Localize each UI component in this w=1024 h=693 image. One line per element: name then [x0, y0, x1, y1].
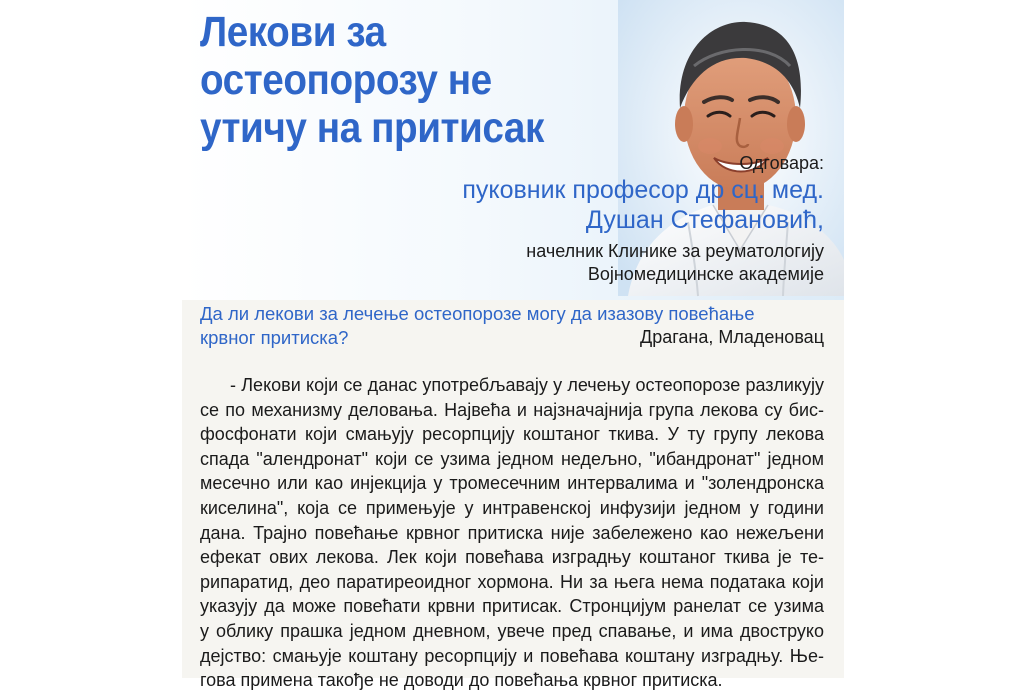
answer-line: ефекат ових лекова. Лек који повећава изградњу коштаног ткива је те- — [200, 547, 824, 568]
answer-line: месечно или као инјекција у тромесечним интервалима и "золендронска — [200, 473, 824, 494]
answer-line: фосфонати који смањују ресорпцију коштаног ткива. У ту групу лекова — [200, 424, 824, 445]
expert-name-line: Душан Стефановић, — [585, 206, 824, 234]
answer-line: дана. Трајно повећање крвног притиска није забележено као нежељени — [200, 522, 824, 543]
expert-position-line: Војномедицинске академије — [587, 264, 824, 284]
answer-line: рипаратид, део паратиреоидног хормона. Ни за њега нема података који — [200, 571, 824, 592]
answer-line: гова примена такође не доводи до повећања крвног притиска. — [200, 670, 723, 691]
answer-line: - Лекови који се данас употребљавају у лечењу остеопорозе разликују — [230, 375, 824, 395]
question-line: крвног притиска? — [200, 327, 349, 348]
answer-line: указују да може повећати крвни притисак. Стронцијум ранелат се узима — [200, 596, 824, 617]
expert-position — [384, 240, 824, 286]
question-author: Драгана, Младеновац — [640, 327, 824, 347]
expert-name-line: пуковник професор др сц. мед. — [462, 176, 824, 204]
question-line: Да ли лекови за лечење остеопорозе могу да изазову повећање — [200, 303, 755, 324]
answer-line: дејство: смањује коштану ресорпцију и повећава коштану изградњу. Ње- — [200, 645, 824, 666]
expert-name — [384, 175, 824, 235]
answer-body — [200, 373, 824, 693]
expert-position-line: начелник Клинике за реуматологију — [526, 241, 824, 261]
answer-line: спада "алендронат" који се узима једном недељно, "ибандронат" једном — [200, 448, 824, 469]
answer-line: у облику прашка једном дневном, увече пред спавање, и има двоструко — [200, 620, 824, 641]
article-title: Лекови за остеопорозу не утичу на притисак — [200, 8, 544, 152]
answer-line: киселина", која се примењује у интравенској инфузији једном у години — [200, 497, 824, 518]
answers-label: Одговара: — [739, 153, 824, 173]
answer-line: се по механизму деловања. Највећа и најзначајнија група лекова су бис- — [200, 399, 824, 420]
